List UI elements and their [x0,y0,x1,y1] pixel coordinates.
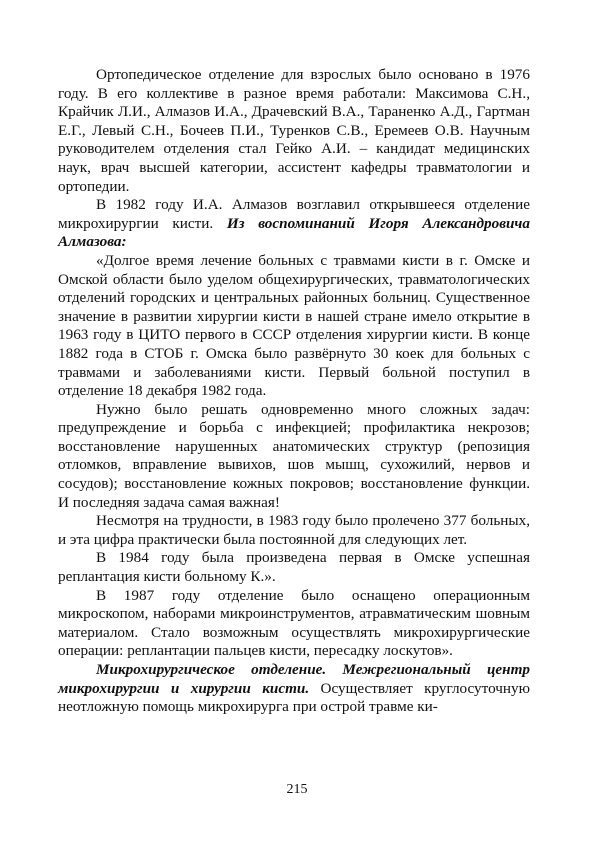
paragraph-microsurgery-text: В 1982 году И.А. Алмазов возглавил открывшееся отделение микрохирургии кисти. [58,196,530,232]
center-text: Осуществляет круглосуточную неотложную помощь микрохирурга при острой травме ки- [58,679,530,716]
center-heading: Микрохирургическое отделение. Межрегиональный центр микрохирургии и хирургии кисти. [58,661,530,697]
document-body [58,66,530,717]
paragraph-memoir-quote: «Долгое время лечение больных с травмами кисти в г. Омске и Омской области было уделом общехирургических, травматологических отделений городских и центральных районных больниц. Существенное значение в развитии хирургии кисти в нашей стране имело открытие в 1963 году в ЦИТО первого в СССР отделения хирургии кисти. В конце 1882 года в СТОБ г. Омска было развёрнуто 30 коек для больных с травмами и заболеваниями кисти. Первый больной поступил в отделение 18 декабря 1982 года. [58,251,530,400]
paragraph-orthopedic-department: Ортопедическое отделение для взрослых было основано в 1976 году. В его коллективе в разное время работали: Максимова С.Н., Крайчик Л.И., Алмазов И.А., Драчевский В.А., Тараненко А.Д., Гартман Е.Г., Левый С.Н., Бочеев П.И., Туренков С.В., Еремеев О.В. Научным руководителем отделения стал Гейко А.И. – кандидат медицинских наук, врач высшей категории, ассистент кафедры травматологии и ортопедии. [58,66,530,195]
page-number: 215 [286,782,308,797]
paragraph-1984-replantation: В 1984 году была произведена первая в Омске успешная реплантация кисти больному К.». [58,549,530,586]
paragraph-microsurgery-1982 [58,196,530,252]
paragraph-1983-patients: Несмотря на трудности, в 1983 году было пролечено 377 больных, и эта цифра практически была постоянной для следующих лет. [58,512,530,548]
paragraph-microsurgery-center [58,661,530,717]
paragraph-1987-equipment: В 1987 году отделение было оснащено операционным микроскопом, наборами микроинструментов, атравматическим шовным материалом. Стало возможным осуществлять микрохирургические операции: реплантации пальцев кисти, пересадку лоскутов». [58,586,530,660]
paragraph-tasks: Нужно было решать одновременно много сложных задач: предупреждение и борьба с инфекцией; профилактика некрозов; восстановление нарушенных анатомических структур (репозиция отломков, вправление вывихов, шов мышц, сухожилий, нервов и сосудов); восстановление кожных покровов; восстановление функции. И последняя задача самая важная! [58,400,530,511]
memoir-heading: Из воспоминаний Игоря Александровича Алмазова: [58,214,530,251]
